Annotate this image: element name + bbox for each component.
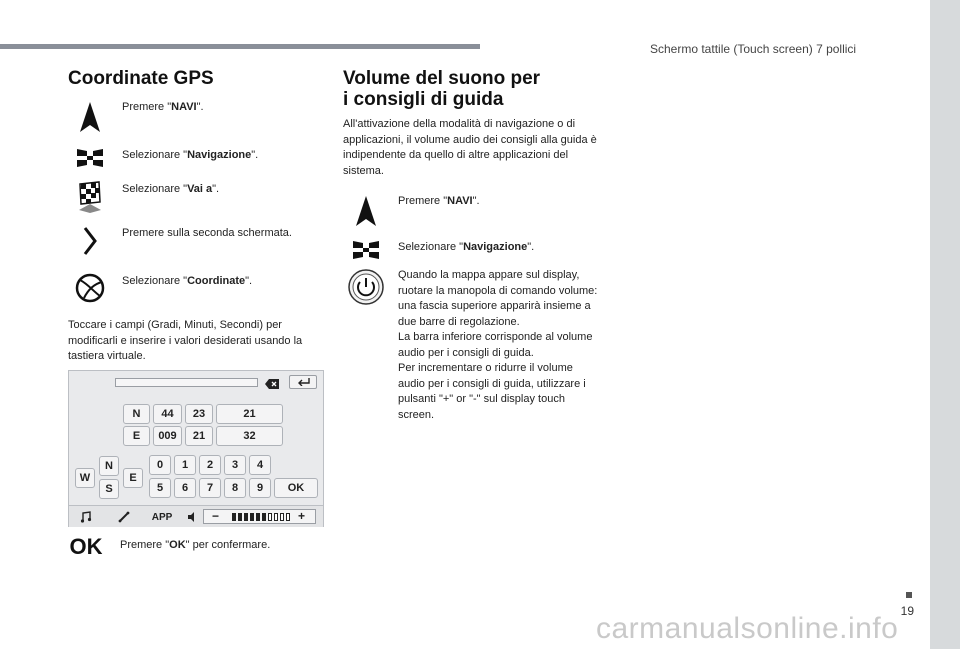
app-button[interactable]: APP: [151, 511, 173, 523]
knob-instruction-text: Quando la mappa appare sul display, ruotare la manopola di comando volume: una fascia superiore apparirà insieme a due barre di regolazione. La barra inferiore corrisponde al volume audio per i consigli di guida. Per incrementare o ridurre il volume audio per i consigli di guida, utilizzare i pulsanti "+" or "-" sul display touch screen.: [398, 269, 598, 421]
coordinate-input-field[interactable]: [115, 378, 258, 387]
volume-segment-empty: [280, 513, 284, 521]
step-text-bold: NAVI: [447, 195, 473, 207]
ok-icon-label: OK: [69, 534, 103, 559]
step-text: Premere ": [122, 101, 172, 113]
volume-slider[interactable]: [203, 509, 316, 524]
step-text-bold: NAVI: [171, 101, 197, 113]
step-text-bold: Navigazione: [187, 149, 252, 161]
step-text: Selezionare ": [398, 241, 464, 253]
continue-marker: [906, 592, 912, 598]
backspace-icon[interactable]: [265, 376, 279, 386]
step-text-bold: OK: [169, 539, 186, 551]
section-title-line-1: Volume del suono per: [343, 68, 541, 89]
step-text-end: ".: [212, 183, 220, 195]
music-note-icon[interactable]: [77, 509, 95, 525]
key-lon-degrees[interactable]: 009: [153, 426, 182, 446]
phone-icon[interactable]: [115, 509, 133, 525]
key-lon-hemisphere[interactable]: E: [123, 426, 150, 446]
key-lat-degrees[interactable]: 44: [153, 404, 182, 424]
step-ok: [64, 534, 270, 560]
step-vai-a: [70, 180, 219, 214]
volume-segment-filled: [256, 513, 260, 521]
key-south[interactable]: S: [99, 479, 119, 499]
coordinate-keypad-screen: [68, 370, 324, 527]
key-lon-minutes[interactable]: 21: [185, 426, 213, 446]
step-text: Premere ": [398, 195, 448, 207]
step-text-bold: Navigazione: [463, 241, 528, 253]
step-second-screen: [70, 226, 292, 256]
header-rule: [0, 44, 480, 49]
volume-segment-filled: [244, 513, 248, 521]
side-strip: [930, 0, 960, 649]
step-navi-right: [346, 194, 480, 228]
ok-key[interactable]: OK: [274, 478, 318, 498]
step-text-bold: Coordinate: [187, 275, 246, 287]
section-title-line-2: i consigli di guida: [343, 89, 504, 110]
key-digit[interactable]: 1: [174, 455, 196, 475]
step-text-end: ".: [527, 241, 535, 253]
instruction-paragraph: Toccare i campi (Gradi, Minuti, Secondi) per modificarli e inserire i valori desiderati usando la tastiera virtuale.: [68, 319, 303, 362]
step-text-bold: Vai a: [187, 183, 213, 195]
navigation-arrow-icon: [70, 100, 110, 134]
back-button[interactable]: [289, 375, 317, 389]
navigation-menu-icon: [70, 146, 110, 170]
key-lat-seconds[interactable]: 21: [216, 404, 283, 424]
speaker-icon: [185, 509, 199, 525]
intro-paragraph: All'attivazione della modalità di navigazione o di applicazioni, il volume audio dei consigli alla guida è indipendente da quello di altre applicazioni del sistema.: [343, 118, 597, 177]
key-north[interactable]: N: [99, 456, 119, 476]
section-title-gps: Coordinate GPS: [68, 68, 214, 89]
key-lat-minutes[interactable]: 23: [185, 404, 213, 424]
key-digit[interactable]: 5: [149, 478, 171, 498]
volume-segment-filled: [238, 513, 242, 521]
back-arrow-icon: [295, 373, 311, 391]
step-text-end: ".: [245, 275, 253, 287]
key-east[interactable]: E: [123, 468, 143, 488]
key-digit[interactable]: 3: [224, 455, 246, 475]
key-digit[interactable]: 0: [149, 455, 171, 475]
volume-segment-empty: [286, 513, 290, 521]
volume-plus-button[interactable]: +: [297, 509, 305, 523]
step-text-end: ".: [251, 149, 259, 161]
header-title: Schermo tattile (Touch screen) 7 pollici: [650, 42, 857, 56]
ok-icon: [64, 534, 108, 560]
key-digit[interactable]: 4: [249, 455, 271, 475]
chevron-right-icon: [70, 226, 110, 256]
volume-segment-filled: [262, 513, 266, 521]
step-coordinate: [70, 272, 252, 304]
power-knob-icon: [346, 268, 386, 306]
globe-icon: [70, 272, 110, 304]
volume-segment-filled: [232, 513, 236, 521]
section-title-volume: [343, 68, 540, 110]
page-number: 19: [900, 604, 914, 618]
bottom-toolbar: [69, 505, 323, 527]
step-text: Selezionare ": [122, 149, 188, 161]
volume-segment-empty: [274, 513, 278, 521]
step-text-end: ".: [196, 101, 204, 113]
step-text: Premere ": [120, 539, 170, 551]
step-text-end: ".: [472, 195, 480, 207]
key-digit[interactable]: 2: [199, 455, 221, 475]
navigation-arrow-icon: [346, 194, 386, 228]
watermark: carmanualsonline.info: [596, 612, 899, 645]
checkered-flag-icon: [70, 180, 110, 214]
step-text: Selezionare ": [122, 275, 188, 287]
key-west[interactable]: W: [75, 468, 95, 488]
key-digit[interactable]: 8: [224, 478, 246, 498]
key-digit[interactable]: 9: [249, 478, 271, 498]
step-navigazione-right: [346, 238, 534, 262]
step-navi: [70, 100, 204, 134]
key-lat-hemisphere[interactable]: N: [123, 404, 150, 424]
key-digit[interactable]: 6: [174, 478, 196, 498]
volume-segment-filled: [250, 513, 254, 521]
key-lon-seconds[interactable]: 32: [216, 426, 283, 446]
step-navigazione: [70, 146, 258, 170]
navigation-menu-icon: [346, 238, 386, 262]
volume-minus-button[interactable]: −: [212, 509, 220, 523]
step-knob: [346, 268, 600, 423]
step-text-end: " per confermare.: [185, 539, 271, 551]
step-text: Selezionare ": [122, 183, 188, 195]
volume-segment-empty: [268, 513, 272, 521]
key-digit[interactable]: 7: [199, 478, 221, 498]
step-text: Premere sulla seconda schermata.: [122, 227, 292, 239]
